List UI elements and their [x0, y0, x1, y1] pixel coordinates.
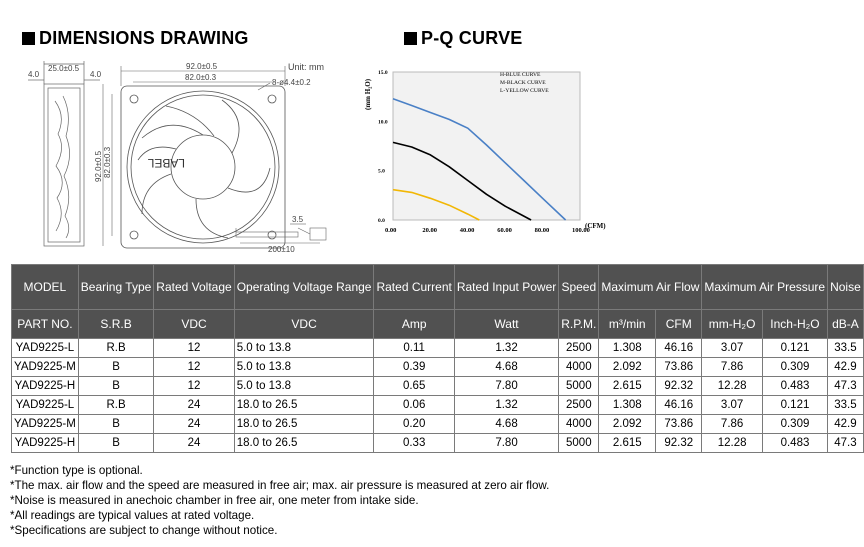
notes: [10, 463, 549, 538]
table-cell: 2.092: [599, 415, 656, 434]
header-model: MODEL: [12, 265, 79, 310]
dimensions-title: DIMENSIONS DRAWING: [22, 28, 249, 49]
table-cell: 4000: [559, 358, 599, 377]
square-bullet-icon: [404, 32, 417, 45]
unit-vdc-range: VDC: [234, 310, 374, 339]
table-cell: 46.16: [656, 339, 702, 358]
pq-ylabel: (mm H₂O): [364, 78, 372, 110]
table-units-row: [12, 310, 864, 339]
table-cell: 12: [154, 377, 234, 396]
table-cell: 5000: [559, 434, 599, 453]
table-cell: 18.0 to 26.5: [234, 434, 374, 453]
table-cell: 2.615: [599, 377, 656, 396]
table-cell: 0.33: [374, 434, 454, 453]
dim-4-right-text: 4.0: [90, 70, 102, 79]
unit-amp: Amp: [374, 310, 454, 339]
note-line: *Function type is optional.: [10, 464, 143, 477]
table-cell: 5.0 to 13.8: [234, 377, 374, 396]
table-cell: 0.11: [374, 339, 454, 358]
unit-cfm: CFM: [656, 310, 702, 339]
unit-srb: S.R.B: [78, 310, 154, 339]
table-cell: 0.20: [374, 415, 454, 434]
note-line: *Specifications are subject to change without notice.: [10, 524, 278, 537]
table-cell: 2.092: [599, 358, 656, 377]
note-line: *All readings are typical values at rated voltage.: [10, 509, 255, 522]
table-row: [12, 358, 864, 377]
table-cell: 0.483: [762, 377, 827, 396]
unit-watt: Watt: [454, 310, 558, 339]
fan-label-text: LABEL: [147, 156, 185, 170]
dim-35-text: 3.5: [292, 215, 304, 224]
table-cell: 3.07: [702, 339, 762, 358]
table-cell: 5.0 to 13.8: [234, 339, 374, 358]
x-tick-label: 80.00: [534, 227, 550, 234]
header-rated-current: Rated Current: [374, 265, 454, 310]
dim-82-top-text: 82.0±0.3: [185, 73, 217, 82]
table-cell: 42.9: [828, 358, 864, 377]
table-cell: 5000: [559, 377, 599, 396]
table-cell: YAD9225-M: [12, 415, 79, 434]
table-cell: 0.121: [762, 339, 827, 358]
table-cell: 47.3: [828, 377, 864, 396]
pq-curve-title: P-Q CURVE: [404, 28, 523, 49]
table-cell: 1.308: [599, 396, 656, 415]
table-cell: 2500: [559, 396, 599, 415]
dim-82-side-text: 82.0±0.3: [103, 146, 112, 178]
dim-25-text: 25.0±0.5: [48, 64, 80, 73]
unit-vdc-rated: VDC: [154, 310, 234, 339]
header-speed: Speed: [559, 265, 599, 310]
dimensions-drawing: [0, 56, 360, 256]
x-tick-label: 20.00: [422, 227, 438, 234]
table-cell: 73.86: [656, 415, 702, 434]
dim-4-left-text: 4.0: [28, 70, 40, 79]
table-cell: 18.0 to 26.5: [234, 415, 374, 434]
table-cell: 1.308: [599, 339, 656, 358]
header-noise: Noise: [828, 265, 864, 310]
table-cell: 3.07: [702, 396, 762, 415]
table-cell: YAD9225-H: [12, 434, 79, 453]
header-max-pressure: Maximum Air Pressure: [702, 265, 828, 310]
unit-dba: dB-A: [828, 310, 864, 339]
table-cell: 4.68: [454, 415, 558, 434]
table-cell: 7.80: [454, 434, 558, 453]
table-cell: R.B: [78, 339, 154, 358]
unit-m3-min: m³/min: [599, 310, 656, 339]
table-cell: 12: [154, 339, 234, 358]
table-cell: 12: [154, 358, 234, 377]
table-row: [12, 396, 864, 415]
table-cell: YAD9225-L: [12, 339, 79, 358]
table-cell: YAD9225-L: [12, 396, 79, 415]
table-cell: 7.86: [702, 358, 762, 377]
unit-inch-h2o: Inch-H₂O: [762, 310, 827, 339]
table-cell: 24: [154, 415, 234, 434]
header-bearing: Bearing Type: [78, 265, 154, 310]
header-max-airflow: Maximum Air Flow: [599, 265, 702, 310]
table-cell: 2.615: [599, 434, 656, 453]
x-tick-label: 0.00: [385, 227, 397, 234]
table-cell: 73.86: [656, 358, 702, 377]
table-cell: 7.86: [702, 415, 762, 434]
table-cell: R.B: [78, 396, 154, 415]
x-tick-label: 40.00: [459, 227, 475, 234]
hole-spec-text: 8-ø4.4±0.2: [272, 78, 311, 87]
unit-text: Unit: mm: [288, 62, 324, 72]
pq-xlabel: (CFM): [585, 222, 606, 230]
dim-92-side-text: 92.0±0.5: [94, 150, 103, 182]
table-cell: 92.32: [656, 434, 702, 453]
pq-curve-chart: [360, 60, 637, 250]
table-cell: 1.32: [454, 339, 558, 358]
table-cell: 0.483: [762, 434, 827, 453]
fan-front-view: [121, 86, 285, 248]
table-cell: 24: [154, 396, 234, 415]
table-row: [12, 339, 864, 358]
table-row: [12, 377, 864, 396]
table-cell: 0.06: [374, 396, 454, 415]
square-bullet-icon: [22, 32, 35, 45]
table-cell: 33.5: [828, 396, 864, 415]
legend-black: M-BLACK CURVE: [500, 80, 546, 86]
table-cell: 0.309: [762, 358, 827, 377]
table-cell: 33.5: [828, 339, 864, 358]
unit-mm-h2o: mm-H₂O: [702, 310, 762, 339]
dim-92-top-text: 92.0±0.5: [186, 62, 218, 71]
table-cell: B: [78, 377, 154, 396]
x-tick-label: 60.00: [497, 227, 512, 234]
table-cell: 42.9: [828, 415, 864, 434]
header-rated-voltage: Rated Voltage: [154, 265, 234, 310]
table-cell: 0.65: [374, 377, 454, 396]
table-cell: B: [78, 415, 154, 434]
unit-part-no: PART NO.: [12, 310, 79, 339]
table-cell: YAD9225-M: [12, 358, 79, 377]
legend-yellow: L-YELLOW CURVE: [500, 88, 549, 94]
unit-rpm: R.P.M.: [559, 310, 599, 339]
table-cell: 0.39: [374, 358, 454, 377]
y-tick-label: 0.0: [378, 218, 385, 224]
table-cell: 0.309: [762, 415, 827, 434]
table-cell: 1.32: [454, 396, 558, 415]
table-cell: 0.121: [762, 396, 827, 415]
table-cell: 47.3: [828, 434, 864, 453]
table-cell: 92.32: [656, 377, 702, 396]
table-cell: 4000: [559, 415, 599, 434]
table-cell: 2500: [559, 339, 599, 358]
note-line: *Noise is measured in anechoic chamber in free air, one meter from intake side.: [10, 494, 419, 507]
table-row: [12, 415, 864, 434]
table-cell: B: [78, 358, 154, 377]
table-cell: YAD9225-H: [12, 377, 79, 396]
y-tick-label: 10.0: [378, 119, 388, 126]
y-tick-label: 5.0: [378, 168, 385, 175]
table-cell: 46.16: [656, 396, 702, 415]
table-cell: 4.68: [454, 358, 558, 377]
table-cell: 12.28: [702, 434, 762, 453]
header-rated-input: Rated Input Power: [454, 265, 558, 310]
table-cell: B: [78, 434, 154, 453]
note-line: *The max. air flow and the speed are measured in free air; max. air pressure is measured at zero air flow.: [10, 479, 550, 492]
legend-blue: H-BLUE CURVE: [500, 72, 541, 78]
spec-table: [11, 264, 864, 453]
table-row: [12, 434, 864, 453]
table-cell: 18.0 to 26.5: [234, 396, 374, 415]
x-tick-label: 100.00: [572, 227, 590, 234]
lead-length-text: 200±10: [268, 245, 295, 254]
table-cell: 7.80: [454, 377, 558, 396]
table-cell: 12.28: [702, 377, 762, 396]
y-tick-label: 15.0: [378, 70, 388, 76]
table-header-row: [12, 265, 864, 310]
header-operating-voltage: Operating Voltage Range: [234, 265, 374, 310]
table-cell: 24: [154, 434, 234, 453]
table-cell: 5.0 to 13.8: [234, 358, 374, 377]
